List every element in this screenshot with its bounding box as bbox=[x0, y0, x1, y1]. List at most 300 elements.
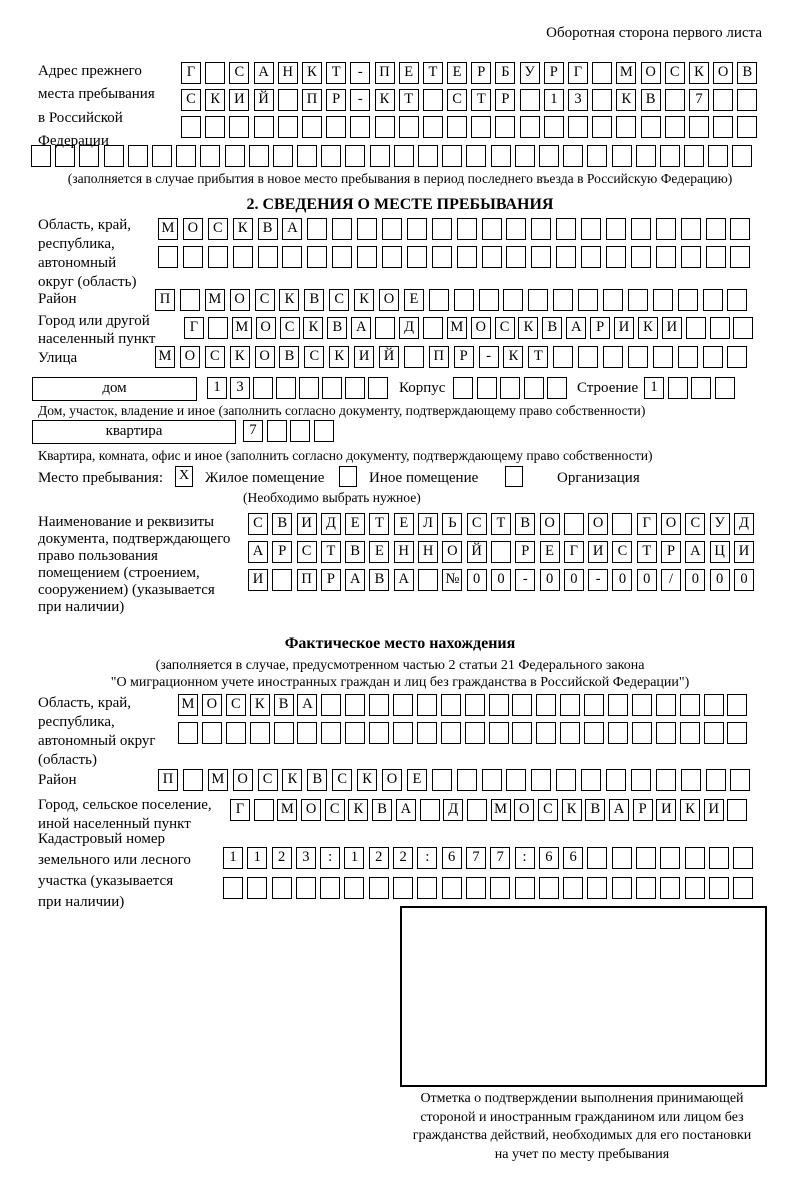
char-cell[interactable] bbox=[447, 116, 467, 138]
prev-address-row-2[interactable] bbox=[181, 89, 757, 111]
char-cell[interactable]: В bbox=[737, 62, 757, 84]
char-cell[interactable] bbox=[706, 218, 726, 240]
char-cell[interactable] bbox=[479, 289, 499, 311]
char-cell[interactable] bbox=[272, 877, 292, 899]
char-cell[interactable]: О bbox=[202, 694, 222, 716]
char-cell[interactable] bbox=[709, 877, 729, 899]
char-cell[interactable] bbox=[665, 89, 685, 111]
char-cell[interactable] bbox=[278, 116, 298, 138]
char-cell[interactable]: 7 bbox=[490, 847, 510, 869]
char-cell[interactable]: Р bbox=[326, 89, 346, 111]
char-cell[interactable]: С bbox=[208, 218, 228, 240]
char-cell[interactable] bbox=[272, 569, 292, 591]
char-cell[interactable] bbox=[584, 694, 604, 716]
char-cell[interactable] bbox=[321, 145, 341, 167]
char-cell[interactable] bbox=[297, 722, 317, 744]
char-cell[interactable] bbox=[727, 289, 747, 311]
char-cell[interactable]: А bbox=[609, 799, 629, 821]
char-cell[interactable]: 0 bbox=[467, 569, 487, 591]
char-cell[interactable] bbox=[225, 145, 245, 167]
char-cell[interactable]: К bbox=[354, 289, 374, 311]
char-cell[interactable] bbox=[375, 317, 395, 339]
char-cell[interactable] bbox=[158, 246, 178, 268]
char-cell[interactable] bbox=[471, 116, 491, 138]
char-cell[interactable]: Е bbox=[404, 289, 424, 311]
char-cell[interactable] bbox=[553, 346, 573, 368]
char-cell[interactable]: 6 bbox=[442, 847, 462, 869]
char-cell[interactable]: И bbox=[656, 799, 676, 821]
char-cell[interactable] bbox=[482, 769, 502, 791]
char-cell[interactable]: П bbox=[158, 769, 178, 791]
char-cell[interactable] bbox=[563, 877, 583, 899]
char-cell[interactable] bbox=[226, 722, 246, 744]
char-cell[interactable] bbox=[592, 89, 612, 111]
char-cell[interactable]: Е bbox=[345, 513, 365, 535]
char-cell[interactable] bbox=[520, 89, 540, 111]
char-cell[interactable]: С bbox=[325, 799, 345, 821]
char-cell[interactable] bbox=[302, 116, 322, 138]
char-cell[interactable]: У bbox=[520, 62, 540, 84]
char-cell[interactable] bbox=[681, 218, 701, 240]
char-cell[interactable]: К bbox=[282, 769, 302, 791]
char-cell[interactable] bbox=[730, 769, 750, 791]
document-row-1[interactable] bbox=[248, 513, 754, 535]
char-cell[interactable] bbox=[706, 246, 726, 268]
char-cell[interactable]: Е bbox=[394, 513, 414, 535]
char-cell[interactable] bbox=[578, 289, 598, 311]
char-cell[interactable]: Т bbox=[637, 541, 657, 563]
char-cell[interactable] bbox=[656, 218, 676, 240]
char-cell[interactable] bbox=[254, 116, 274, 138]
char-cell[interactable] bbox=[357, 246, 377, 268]
char-cell[interactable]: О bbox=[540, 513, 560, 535]
char-cell[interactable] bbox=[417, 877, 437, 899]
char-cell[interactable] bbox=[592, 62, 612, 84]
document-row-2[interactable] bbox=[248, 541, 754, 563]
char-cell[interactable]: С bbox=[229, 62, 249, 84]
char-cell[interactable]: 3 bbox=[230, 377, 250, 399]
char-cell[interactable]: С bbox=[332, 769, 352, 791]
char-cell[interactable] bbox=[183, 246, 203, 268]
char-cell[interactable] bbox=[418, 145, 438, 167]
char-cell[interactable]: А bbox=[685, 541, 705, 563]
char-cell[interactable] bbox=[592, 116, 612, 138]
char-cell[interactable]: 0 bbox=[540, 569, 560, 591]
char-cell[interactable]: О bbox=[514, 799, 534, 821]
char-cell[interactable]: С bbox=[297, 541, 317, 563]
char-cell[interactable]: : bbox=[417, 847, 437, 869]
char-cell[interactable] bbox=[678, 289, 698, 311]
char-cell[interactable]: Р bbox=[272, 541, 292, 563]
char-cell[interactable] bbox=[332, 246, 352, 268]
char-cell[interactable] bbox=[506, 218, 526, 240]
char-cell[interactable] bbox=[656, 246, 676, 268]
char-cell[interactable] bbox=[612, 877, 632, 899]
char-cell[interactable] bbox=[636, 877, 656, 899]
actual-city-row[interactable] bbox=[230, 799, 747, 821]
char-cell[interactable] bbox=[205, 62, 225, 84]
char-cell[interactable] bbox=[668, 377, 688, 399]
char-cell[interactable] bbox=[680, 694, 700, 716]
char-cell[interactable] bbox=[641, 116, 661, 138]
char-cell[interactable]: Н bbox=[394, 541, 414, 563]
char-cell[interactable]: С bbox=[665, 62, 685, 84]
char-cell[interactable] bbox=[715, 377, 735, 399]
char-cell[interactable]: М bbox=[158, 218, 178, 240]
char-cell[interactable] bbox=[665, 116, 685, 138]
char-cell[interactable] bbox=[506, 769, 526, 791]
char-cell[interactable] bbox=[732, 145, 752, 167]
char-cell[interactable]: 3 bbox=[296, 847, 316, 869]
char-cell[interactable] bbox=[660, 145, 680, 167]
char-cell[interactable] bbox=[453, 377, 473, 399]
char-cell[interactable]: 6 bbox=[563, 847, 583, 869]
char-cell[interactable] bbox=[713, 89, 733, 111]
char-cell[interactable]: П bbox=[302, 89, 322, 111]
char-cell[interactable] bbox=[320, 877, 340, 899]
char-cell[interactable] bbox=[393, 722, 413, 744]
char-cell[interactable] bbox=[544, 116, 564, 138]
char-cell[interactable] bbox=[733, 877, 753, 899]
char-cell[interactable]: 1 bbox=[223, 847, 243, 869]
char-cell[interactable]: Г bbox=[568, 62, 588, 84]
char-cell[interactable] bbox=[680, 722, 700, 744]
char-cell[interactable]: Р bbox=[544, 62, 564, 84]
char-cell[interactable] bbox=[503, 289, 523, 311]
char-cell[interactable] bbox=[581, 769, 601, 791]
char-cell[interactable]: К bbox=[518, 317, 538, 339]
char-cell[interactable] bbox=[656, 769, 676, 791]
char-cell[interactable] bbox=[178, 722, 198, 744]
char-cell[interactable] bbox=[249, 145, 269, 167]
char-cell[interactable]: И bbox=[588, 541, 608, 563]
char-cell[interactable]: : bbox=[515, 847, 535, 869]
char-cell[interactable]: С bbox=[258, 769, 278, 791]
char-cell[interactable] bbox=[531, 246, 551, 268]
char-cell[interactable] bbox=[660, 877, 680, 899]
char-cell[interactable]: Г bbox=[184, 317, 204, 339]
district-row[interactable] bbox=[155, 289, 747, 311]
char-cell[interactable]: М bbox=[491, 799, 511, 821]
char-cell[interactable] bbox=[560, 694, 580, 716]
char-cell[interactable]: № bbox=[442, 569, 462, 591]
char-cell[interactable]: 0 bbox=[734, 569, 754, 591]
char-cell[interactable] bbox=[368, 377, 388, 399]
char-cell[interactable]: Т bbox=[491, 513, 511, 535]
char-cell[interactable]: Р bbox=[633, 799, 653, 821]
street-row[interactable] bbox=[155, 346, 747, 368]
char-cell[interactable]: О bbox=[713, 62, 733, 84]
char-cell[interactable]: С bbox=[467, 513, 487, 535]
char-cell[interactable]: К bbox=[348, 799, 368, 821]
char-cell[interactable]: 0 bbox=[564, 569, 584, 591]
char-cell[interactable] bbox=[539, 145, 559, 167]
char-cell[interactable]: 2 bbox=[369, 847, 389, 869]
char-cell[interactable] bbox=[296, 877, 316, 899]
char-cell[interactable]: Ь bbox=[442, 513, 462, 535]
char-cell[interactable] bbox=[423, 89, 443, 111]
char-cell[interactable]: О bbox=[180, 346, 200, 368]
char-cell[interactable] bbox=[512, 722, 532, 744]
char-cell[interactable]: В bbox=[542, 317, 562, 339]
char-cell[interactable] bbox=[466, 877, 486, 899]
char-cell[interactable]: Р bbox=[515, 541, 535, 563]
char-cell[interactable] bbox=[482, 218, 502, 240]
char-cell[interactable] bbox=[321, 722, 341, 744]
char-cell[interactable]: В bbox=[307, 769, 327, 791]
char-cell[interactable] bbox=[465, 694, 485, 716]
char-cell[interactable]: П bbox=[155, 289, 175, 311]
char-cell[interactable] bbox=[278, 89, 298, 111]
char-cell[interactable]: Й bbox=[379, 346, 399, 368]
char-cell[interactable] bbox=[684, 145, 704, 167]
char-cell[interactable] bbox=[706, 769, 726, 791]
char-cell[interactable]: Е bbox=[447, 62, 467, 84]
char-cell[interactable] bbox=[520, 116, 540, 138]
checkbox-organization[interactable] bbox=[505, 466, 523, 487]
char-cell[interactable]: 1 bbox=[544, 89, 564, 111]
char-cell[interactable]: К bbox=[230, 346, 250, 368]
char-cell[interactable]: Й bbox=[254, 89, 274, 111]
char-cell[interactable]: И bbox=[248, 569, 268, 591]
char-cell[interactable] bbox=[678, 346, 698, 368]
char-cell[interactable] bbox=[704, 694, 724, 716]
char-cell[interactable]: С bbox=[248, 513, 268, 535]
char-cell[interactable] bbox=[653, 289, 673, 311]
char-cell[interactable] bbox=[631, 218, 651, 240]
char-cell[interactable]: / bbox=[661, 569, 681, 591]
char-cell[interactable]: С bbox=[205, 346, 225, 368]
char-cell[interactable]: Р bbox=[590, 317, 610, 339]
char-cell[interactable] bbox=[382, 218, 402, 240]
char-cell[interactable] bbox=[258, 246, 278, 268]
char-cell[interactable] bbox=[737, 116, 757, 138]
char-cell[interactable] bbox=[454, 289, 474, 311]
char-cell[interactable] bbox=[553, 289, 573, 311]
char-cell[interactable] bbox=[685, 877, 705, 899]
char-cell[interactable] bbox=[477, 377, 497, 399]
region-row-1[interactable] bbox=[158, 218, 750, 240]
char-cell[interactable] bbox=[495, 116, 515, 138]
char-cell[interactable] bbox=[686, 317, 706, 339]
char-cell[interactable] bbox=[344, 877, 364, 899]
char-cell[interactable] bbox=[730, 246, 750, 268]
char-cell[interactable] bbox=[512, 694, 532, 716]
char-cell[interactable] bbox=[708, 145, 728, 167]
char-cell[interactable] bbox=[345, 377, 365, 399]
char-cell[interactable] bbox=[584, 722, 604, 744]
checkbox-residential[interactable]: X bbox=[175, 466, 193, 487]
char-cell[interactable] bbox=[407, 218, 427, 240]
char-cell[interactable]: Е bbox=[399, 62, 419, 84]
char-cell[interactable] bbox=[432, 218, 452, 240]
char-cell[interactable] bbox=[273, 145, 293, 167]
char-cell[interactable]: К bbox=[279, 289, 299, 311]
char-cell[interactable]: О bbox=[382, 769, 402, 791]
char-cell[interactable]: Д bbox=[734, 513, 754, 535]
char-cell[interactable]: 0 bbox=[637, 569, 657, 591]
char-cell[interactable] bbox=[441, 694, 461, 716]
char-cell[interactable]: М bbox=[155, 346, 175, 368]
char-cell[interactable] bbox=[274, 722, 294, 744]
char-cell[interactable] bbox=[382, 246, 402, 268]
char-cell[interactable]: А bbox=[345, 569, 365, 591]
char-cell[interactable]: П bbox=[375, 62, 395, 84]
char-cell[interactable] bbox=[710, 317, 730, 339]
char-cell[interactable] bbox=[704, 722, 724, 744]
char-cell[interactable]: К bbox=[562, 799, 582, 821]
char-cell[interactable]: 3 bbox=[568, 89, 588, 111]
char-cell[interactable] bbox=[441, 722, 461, 744]
char-cell[interactable]: А bbox=[282, 218, 302, 240]
char-cell[interactable]: В bbox=[258, 218, 278, 240]
prev-address-row-3[interactable] bbox=[181, 116, 757, 138]
char-cell[interactable]: М bbox=[178, 694, 198, 716]
char-cell[interactable] bbox=[578, 346, 598, 368]
char-cell[interactable] bbox=[730, 218, 750, 240]
char-cell[interactable]: Р bbox=[321, 569, 341, 591]
char-cell[interactable]: М bbox=[232, 317, 252, 339]
char-cell[interactable]: И bbox=[614, 317, 634, 339]
char-cell[interactable] bbox=[628, 289, 648, 311]
char-cell[interactable]: С bbox=[329, 289, 349, 311]
char-cell[interactable] bbox=[528, 289, 548, 311]
actual-district-row[interactable] bbox=[158, 769, 750, 791]
char-cell[interactable] bbox=[653, 346, 673, 368]
house-number-cells[interactable] bbox=[207, 377, 388, 399]
char-cell[interactable] bbox=[491, 145, 511, 167]
char-cell[interactable]: Р bbox=[454, 346, 474, 368]
char-cell[interactable] bbox=[152, 145, 172, 167]
char-cell[interactable] bbox=[681, 246, 701, 268]
char-cell[interactable]: 0 bbox=[612, 569, 632, 591]
city-row[interactable] bbox=[184, 317, 753, 339]
char-cell[interactable] bbox=[587, 847, 607, 869]
char-cell[interactable]: В bbox=[369, 569, 389, 591]
char-cell[interactable] bbox=[370, 145, 390, 167]
char-cell[interactable]: Н bbox=[278, 62, 298, 84]
char-cell[interactable] bbox=[307, 246, 327, 268]
char-cell[interactable] bbox=[587, 877, 607, 899]
char-cell[interactable] bbox=[369, 877, 389, 899]
char-cell[interactable]: К bbox=[329, 346, 349, 368]
char-cell[interactable] bbox=[202, 722, 222, 744]
char-cell[interactable]: И bbox=[229, 89, 249, 111]
char-cell[interactable]: М bbox=[616, 62, 636, 84]
char-cell[interactable]: - bbox=[479, 346, 499, 368]
char-cell[interactable] bbox=[345, 145, 365, 167]
char-cell[interactable]: В bbox=[345, 541, 365, 563]
char-cell[interactable]: О bbox=[588, 513, 608, 535]
char-cell[interactable] bbox=[628, 346, 648, 368]
char-cell[interactable]: Т bbox=[423, 62, 443, 84]
char-cell[interactable] bbox=[556, 218, 576, 240]
char-cell[interactable]: 2 bbox=[393, 847, 413, 869]
char-cell[interactable] bbox=[608, 722, 628, 744]
char-cell[interactable]: Г bbox=[637, 513, 657, 535]
char-cell[interactable] bbox=[491, 541, 511, 563]
char-cell[interactable]: В bbox=[279, 346, 299, 368]
char-cell[interactable] bbox=[282, 246, 302, 268]
char-cell[interactable]: С bbox=[538, 799, 558, 821]
char-cell[interactable]: С bbox=[280, 317, 300, 339]
char-cell[interactable] bbox=[299, 377, 319, 399]
char-cell[interactable] bbox=[727, 694, 747, 716]
actual-region-row-1[interactable] bbox=[178, 694, 747, 716]
char-cell[interactable] bbox=[393, 877, 413, 899]
char-cell[interactable]: Г bbox=[564, 541, 584, 563]
char-cell[interactable] bbox=[606, 769, 626, 791]
char-cell[interactable]: С bbox=[304, 346, 324, 368]
char-cell[interactable] bbox=[393, 694, 413, 716]
char-cell[interactable] bbox=[200, 145, 220, 167]
char-cell[interactable]: С bbox=[255, 289, 275, 311]
char-cell[interactable] bbox=[727, 799, 747, 821]
char-cell[interactable]: Т bbox=[326, 62, 346, 84]
char-cell[interactable]: М bbox=[208, 769, 228, 791]
char-cell[interactable] bbox=[314, 420, 334, 442]
char-cell[interactable] bbox=[457, 218, 477, 240]
char-cell[interactable]: И bbox=[297, 513, 317, 535]
char-cell[interactable] bbox=[489, 694, 509, 716]
char-cell[interactable] bbox=[709, 847, 729, 869]
char-cell[interactable]: О bbox=[471, 317, 491, 339]
char-cell[interactable] bbox=[536, 722, 556, 744]
char-cell[interactable]: В bbox=[327, 317, 347, 339]
char-cell[interactable]: К bbox=[302, 62, 322, 84]
char-cell[interactable]: И bbox=[354, 346, 374, 368]
char-cell[interactable] bbox=[603, 346, 623, 368]
char-cell[interactable]: Д bbox=[321, 513, 341, 535]
char-cell[interactable] bbox=[322, 377, 342, 399]
char-cell[interactable] bbox=[631, 769, 651, 791]
char-cell[interactable]: А bbox=[351, 317, 371, 339]
char-cell[interactable]: О bbox=[256, 317, 276, 339]
char-cell[interactable]: Т bbox=[471, 89, 491, 111]
char-cell[interactable] bbox=[612, 145, 632, 167]
char-cell[interactable] bbox=[606, 218, 626, 240]
char-cell[interactable] bbox=[685, 847, 705, 869]
char-cell[interactable] bbox=[563, 145, 583, 167]
char-cell[interactable]: И bbox=[704, 799, 724, 821]
char-cell[interactable] bbox=[180, 289, 200, 311]
char-cell[interactable] bbox=[442, 877, 462, 899]
char-cell[interactable]: О bbox=[183, 218, 203, 240]
prev-address-row-4[interactable] bbox=[31, 145, 752, 167]
char-cell[interactable] bbox=[616, 116, 636, 138]
char-cell[interactable] bbox=[267, 420, 287, 442]
char-cell[interactable]: Р bbox=[661, 541, 681, 563]
char-cell[interactable]: А bbox=[248, 541, 268, 563]
char-cell[interactable] bbox=[345, 722, 365, 744]
char-cell[interactable]: Р bbox=[471, 62, 491, 84]
char-cell[interactable]: О bbox=[661, 513, 681, 535]
char-cell[interactable] bbox=[536, 694, 556, 716]
char-cell[interactable]: В bbox=[274, 694, 294, 716]
char-cell[interactable]: К bbox=[250, 694, 270, 716]
char-cell[interactable] bbox=[247, 877, 267, 899]
char-cell[interactable]: 7 bbox=[689, 89, 709, 111]
char-cell[interactable]: К bbox=[233, 218, 253, 240]
char-cell[interactable] bbox=[603, 289, 623, 311]
char-cell[interactable] bbox=[104, 145, 124, 167]
char-cell[interactable]: Г bbox=[230, 799, 250, 821]
char-cell[interactable]: Г bbox=[181, 62, 201, 84]
cadastre-row-2[interactable] bbox=[223, 877, 753, 899]
char-cell[interactable]: В bbox=[515, 513, 535, 535]
char-cell[interactable] bbox=[418, 569, 438, 591]
char-cell[interactable]: Л bbox=[418, 513, 438, 535]
